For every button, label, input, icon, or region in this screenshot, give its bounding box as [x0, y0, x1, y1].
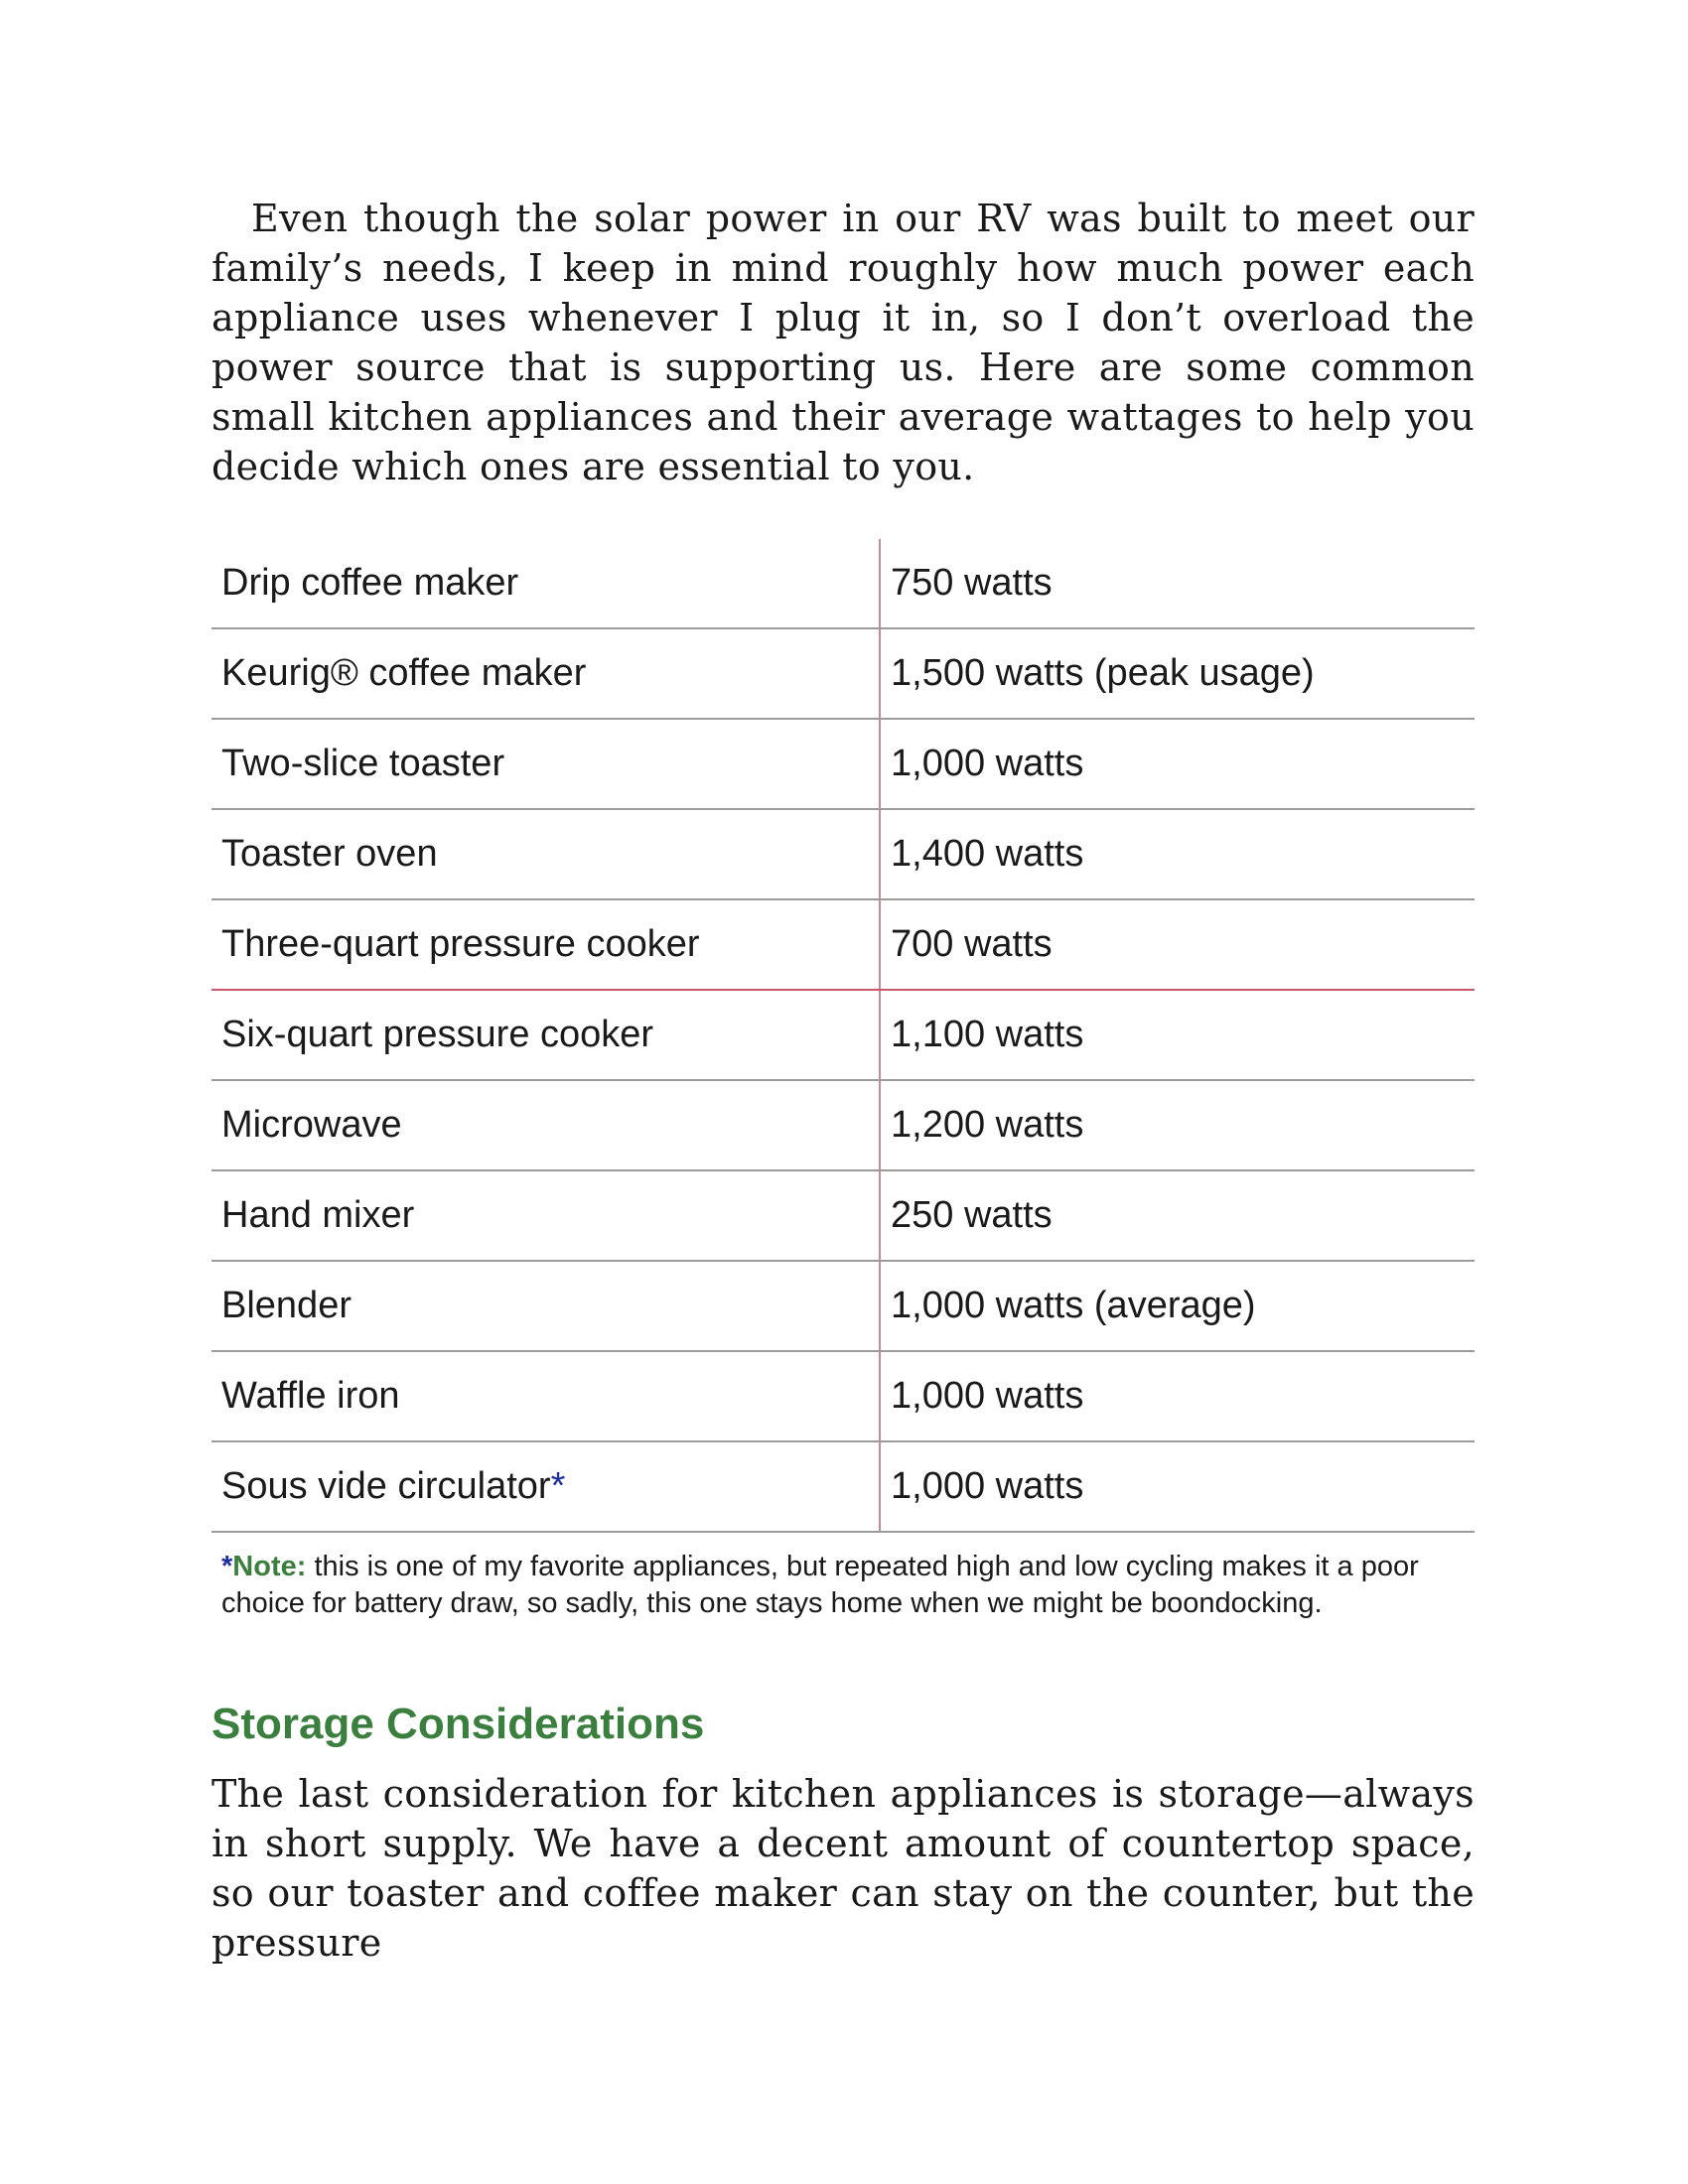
table-row	[211, 1351, 1475, 1441]
table-row	[211, 1080, 1475, 1170]
appliance-wattage-table-wrapper	[211, 539, 1475, 1533]
appliance-wattage-table	[211, 539, 1475, 1533]
table-row	[211, 719, 1475, 809]
appliance-cell: Waffle iron	[211, 1351, 880, 1441]
appliance-cell: Two-slice toaster	[211, 719, 880, 809]
table-row	[211, 1261, 1475, 1351]
appliance-cell: Drip coffee maker	[211, 539, 880, 628]
appliance-cell: Three-quart pressure cooker	[211, 899, 880, 990]
appliance-cell: Six-quart pressure cooker	[211, 990, 880, 1080]
section-heading: Storage Considerations	[211, 1700, 705, 1748]
footnote-label: Note:	[232, 1551, 307, 1582]
table-row	[211, 809, 1475, 899]
appliance-cell: Blender	[211, 1261, 880, 1351]
wattage-cell: 1,500 watts (peak usage)	[880, 628, 1475, 719]
wattage-cell: 250 watts	[880, 1170, 1475, 1261]
section-paragraph: The last consideration for kitchen appliances is storage—always in short supply. We have a decent amount of countertop space, so our toaster and coffee maker can stay on the counter, but the pressure	[211, 1772, 1475, 1965]
appliance-cell: Toaster oven	[211, 809, 880, 899]
appliance-cell: Sous vide circulator*	[211, 1441, 880, 1532]
table-row	[211, 539, 1475, 628]
table-row	[211, 990, 1475, 1080]
table-row	[211, 1441, 1475, 1532]
wattage-cell: 750 watts	[880, 539, 1475, 628]
intro-paragraph: Even though the solar power in our RV was built to meet our family’s needs, I keep in mind roughly how much power each appliance uses whenever I plug it in, so I don’t overload the power source that is supporting us. Here are some common small kitchen appliances and their average wattages to help you decide which ones are essential to you.	[211, 197, 1475, 488]
appliance-cell: Microwave	[211, 1080, 880, 1170]
table-row	[211, 1170, 1475, 1261]
table-footnote	[221, 1549, 1453, 1622]
footnote-star: *	[221, 1551, 233, 1582]
wattage-cell: 700 watts	[880, 899, 1475, 990]
appliance-cell: Keurig® coffee maker	[211, 628, 880, 719]
wattage-cell: 1,000 watts	[880, 719, 1475, 809]
footnote-text: this is one of my favorite appliances, but repeated high and low cycling makes it a poor choice for battery draw, so sadly, this one stays home when we might be boondocking.	[221, 1551, 1419, 1619]
footnote-asterisk: *	[550, 1465, 566, 1507]
table-row	[211, 899, 1475, 990]
wattage-cell: 1,400 watts	[880, 809, 1475, 899]
table-row	[211, 628, 1475, 719]
appliance-cell: Hand mixer	[211, 1170, 880, 1261]
page-content	[211, 194, 1475, 1968]
wattage-cell: 1,200 watts	[880, 1080, 1475, 1170]
wattage-cell: 1,000 watts (average)	[880, 1261, 1475, 1351]
wattage-cell: 1,000 watts	[880, 1351, 1475, 1441]
wattage-cell: 1,100 watts	[880, 990, 1475, 1080]
wattage-cell: 1,000 watts	[880, 1441, 1475, 1532]
